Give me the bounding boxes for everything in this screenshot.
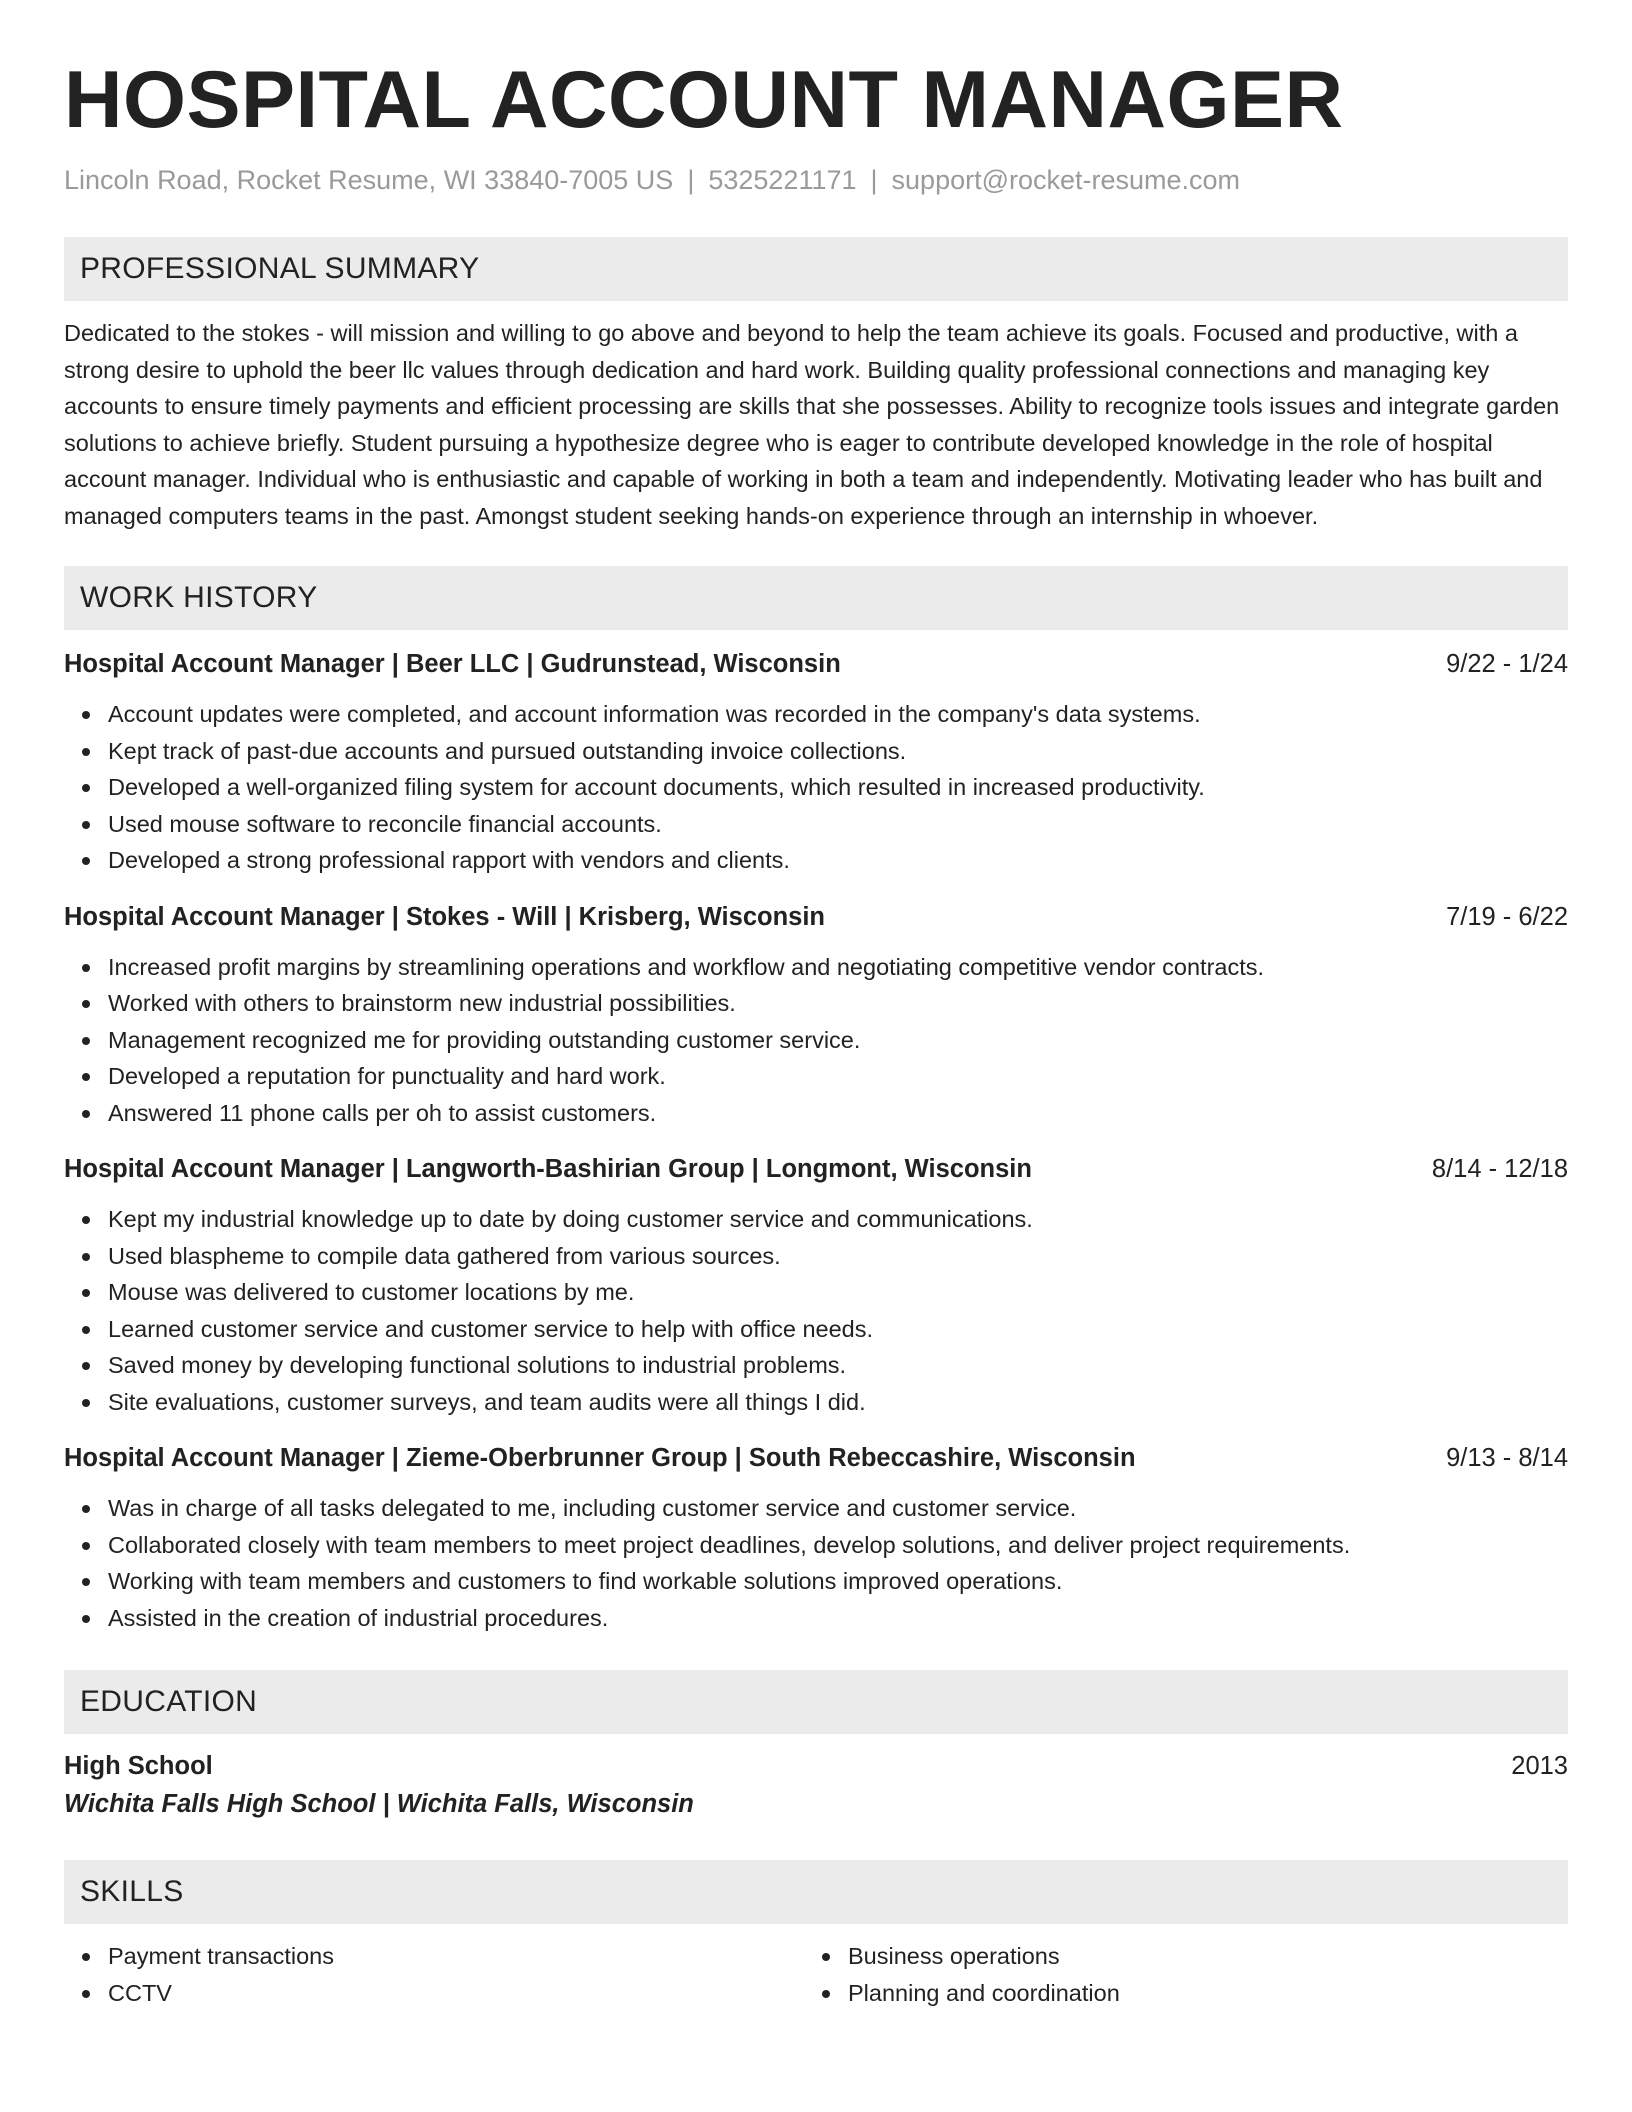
contact-phone: 5325221171 [708, 165, 857, 196]
skill-item: Payment transactions [108, 1938, 804, 1975]
job-bullet: Increased profit margins by streamlining operations and workflow and negotiating competitive vendor contracts. [108, 949, 1568, 986]
job-entry [64, 1440, 1568, 1636]
candidate-name: HOSPITAL ACCOUNT MANAGER [64, 55, 1344, 145]
job-title: Hospital Account Manager | Beer LLC | Gudrunstead, Wisconsin [64, 650, 841, 679]
job-bullets [64, 696, 1568, 879]
education-school: Wichita Falls High School | Wichita Falls, Wisconsin [64, 1790, 694, 1819]
contact-separator: | [687, 165, 695, 196]
job-heading-row [64, 1151, 1568, 1187]
job-bullet: Management recognized me for providing outstanding customer service. [108, 1022, 1568, 1059]
skill-item: Business operations [848, 1938, 1568, 1975]
section-header-education: EDUCATION [64, 1670, 1568, 1734]
summary-text: Dedicated to the stokes - will mission and willing to go above and beyond to help the team achieve its goals. Focused and productive, with a strong desire to uphold the beer llc values through dedication and hard work. Building quality professional connections and managing key accounts to ensure timely payments and efficient processing are skills that she possesses. Ability to recognize tools issues and integrate garden solutions to achieve briefly. Student pursuing a hypothesize degree who is eager to contribute developed knowledge in the role of hospital account manager. Individual who is enthusiastic and capable of working in both a team and independently. Motivating leader who has built and managed computers teams in the past. Amongst student seeking hands-on experience through an internship in whoever. [64, 320, 1560, 529]
job-dates: 8/14 - 12/18 [1431, 1155, 1568, 1184]
contact-separator: | [870, 165, 878, 196]
job-dates: 9/22 - 1/24 [1446, 650, 1568, 679]
job-bullets [64, 1201, 1568, 1420]
education-degree: High School [64, 1752, 213, 1781]
job-bullets [64, 949, 1568, 1132]
job-bullet: Working with team members and customers to find workable solutions improved operations. [108, 1563, 1568, 1600]
contact-line [64, 163, 1568, 198]
job-dates: 9/13 - 8/14 [1446, 1444, 1568, 1473]
job-bullet: Answered 11 phone calls per oh to assist customers. [108, 1095, 1568, 1132]
job-bullet: Collaborated closely with team members to meet project deadlines, develop solutions, and deliver project requirements. [108, 1527, 1568, 1564]
job-entry [64, 899, 1568, 1132]
section-header-skills: SKILLS [64, 1860, 1568, 1924]
job-bullet: Learned customer service and customer service to help with office needs. [108, 1311, 1568, 1348]
job-bullet: Was in charge of all tasks delegated to me, including customer service and customer service. [108, 1490, 1568, 1527]
job-bullet: Kept my industrial knowledge up to date by doing customer service and communications. [108, 1201, 1568, 1238]
job-bullet: Developed a strong professional rapport with vendors and clients. [108, 842, 1568, 879]
job-bullet: Used mouse software to reconcile financial accounts. [108, 806, 1568, 843]
education-row [64, 1748, 1568, 1784]
job-bullet: Developed a reputation for punctuality and hard work. [108, 1058, 1568, 1095]
skills-column-left [64, 1938, 804, 2011]
education-year: 2013 [1511, 1752, 1568, 1781]
education-entry [64, 1748, 1568, 1822]
job-entry [64, 1151, 1568, 1420]
job-entry [64, 646, 1568, 879]
job-bullet: Worked with others to brainstorm new industrial possibilities. [108, 985, 1568, 1022]
job-heading-row [64, 1440, 1568, 1476]
contact-email: support@rocket-resume.com [891, 165, 1241, 196]
job-title: Hospital Account Manager | Zieme-Oberbrunner Group | South Rebeccashire, Wisconsin [64, 1444, 1136, 1473]
job-bullet: Developed a well-organized filing system for account documents, which resulted in increased productivity. [108, 769, 1568, 806]
job-heading-row [64, 899, 1568, 935]
job-bullet: Mouse was delivered to customer locations by me. [108, 1274, 1568, 1311]
job-bullet: Kept track of past-due accounts and pursued outstanding invoice collections. [108, 733, 1568, 770]
section-header-work-history: WORK HISTORY [64, 566, 1568, 630]
skill-item: Planning and coordination [848, 1975, 1568, 2012]
job-bullet: Assisted in the creation of industrial procedures. [108, 1600, 1568, 1637]
job-bullet: Saved money by developing functional solutions to industrial problems. [108, 1347, 1568, 1384]
job-bullet: Account updates were completed, and account information was recorded in the company's data systems. [108, 696, 1568, 733]
work-history-list [64, 646, 1568, 1636]
contact-address: Lincoln Road, Rocket Resume, WI 33840-7005 US [64, 165, 674, 196]
job-title: Hospital Account Manager | Stokes - Will | Krisberg, Wisconsin [64, 902, 825, 931]
section-header-summary: PROFESSIONAL SUMMARY [64, 237, 1568, 301]
job-title: Hospital Account Manager | Langworth-Bashirian Group | Longmont, Wisconsin [64, 1155, 1032, 1184]
job-dates: 7/19 - 6/22 [1446, 902, 1568, 931]
job-bullet: Used blaspheme to compile data gathered from various sources. [108, 1238, 1568, 1275]
skill-item: CCTV [108, 1975, 804, 2012]
job-bullets [64, 1490, 1568, 1636]
skills-grid [64, 1938, 1568, 2011]
skills-column-right [804, 1938, 1568, 2011]
job-heading-row [64, 646, 1568, 682]
job-bullet: Site evaluations, customer surveys, and team audits were all things I did. [108, 1384, 1568, 1421]
